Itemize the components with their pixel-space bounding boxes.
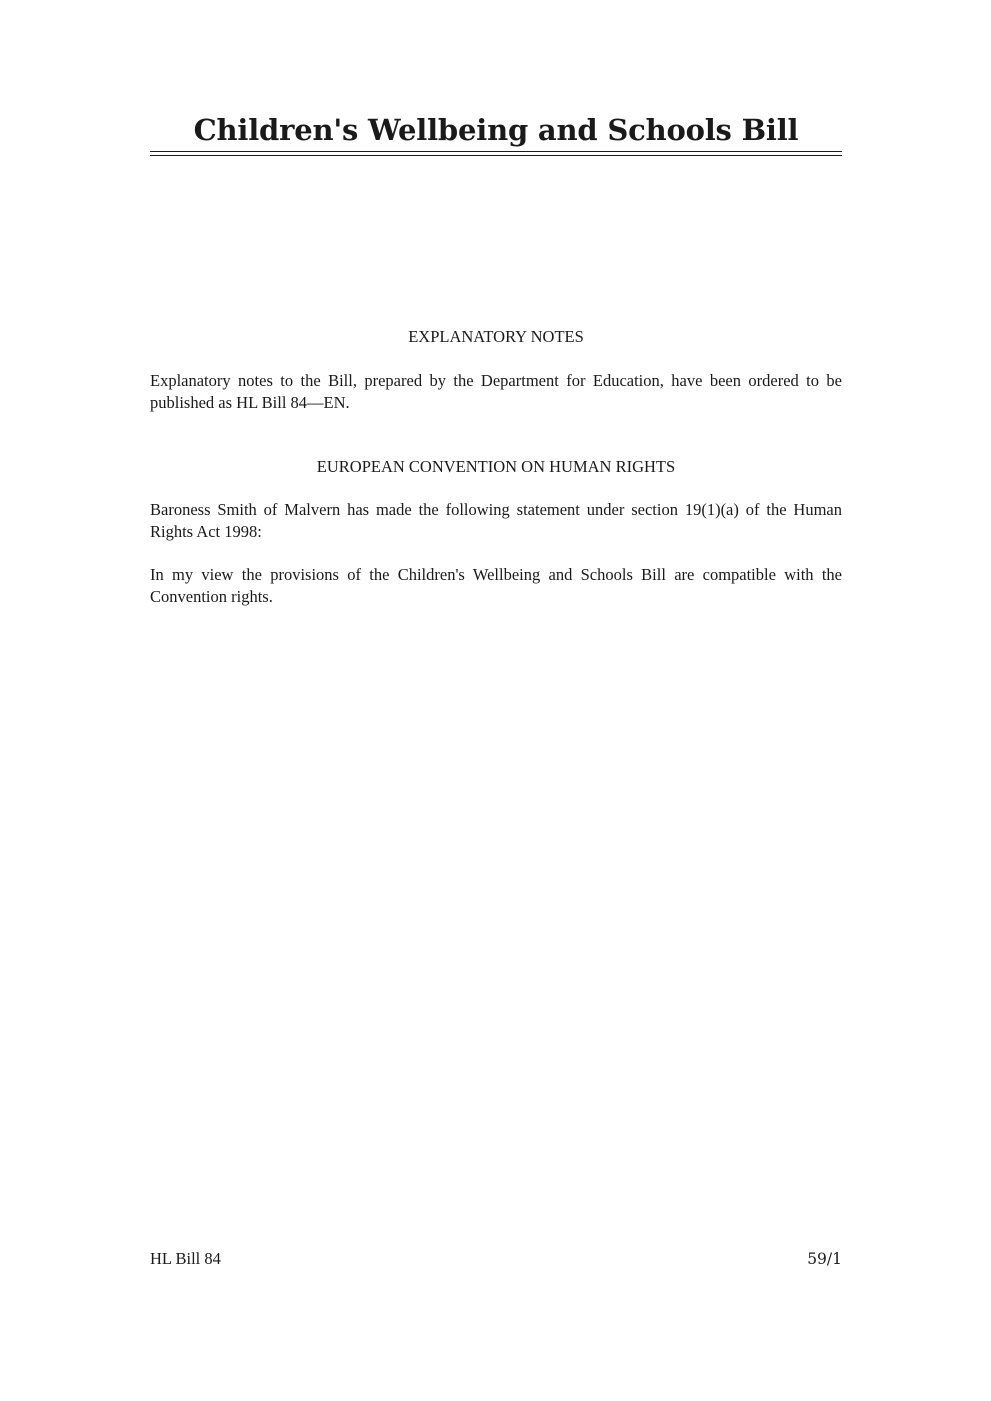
- footer-print-reference: 59/1: [807, 1250, 842, 1268]
- explanatory-notes-paragraph: Explanatory notes to the Bill, prepared by the Department for Education, have been ordered to be published as HL Bill 84—EN.: [150, 371, 842, 412]
- echr-compatibility-paragraph: In my view the provisions of the Children's Wellbeing and Schools Bill are compatible with the Convention rights.: [150, 565, 842, 606]
- title-rule-lower: [150, 155, 842, 156]
- bill-title: Children's Wellbeing and Schools Bill: [193, 113, 799, 147]
- echr-heading: EUROPEAN CONVENTION ON HUMAN RIGHTS: [316, 457, 676, 476]
- title-rule-upper: [150, 151, 842, 152]
- explanatory-notes-heading: EXPLANATORY NOTES: [408, 327, 584, 346]
- footer-bill-number: HL Bill 84: [150, 1249, 221, 1268]
- echr-statement-paragraph: Baroness Smith of Malvern has made the following statement under section 19(1)(a) of the Human Rights Act 1998:: [150, 500, 842, 541]
